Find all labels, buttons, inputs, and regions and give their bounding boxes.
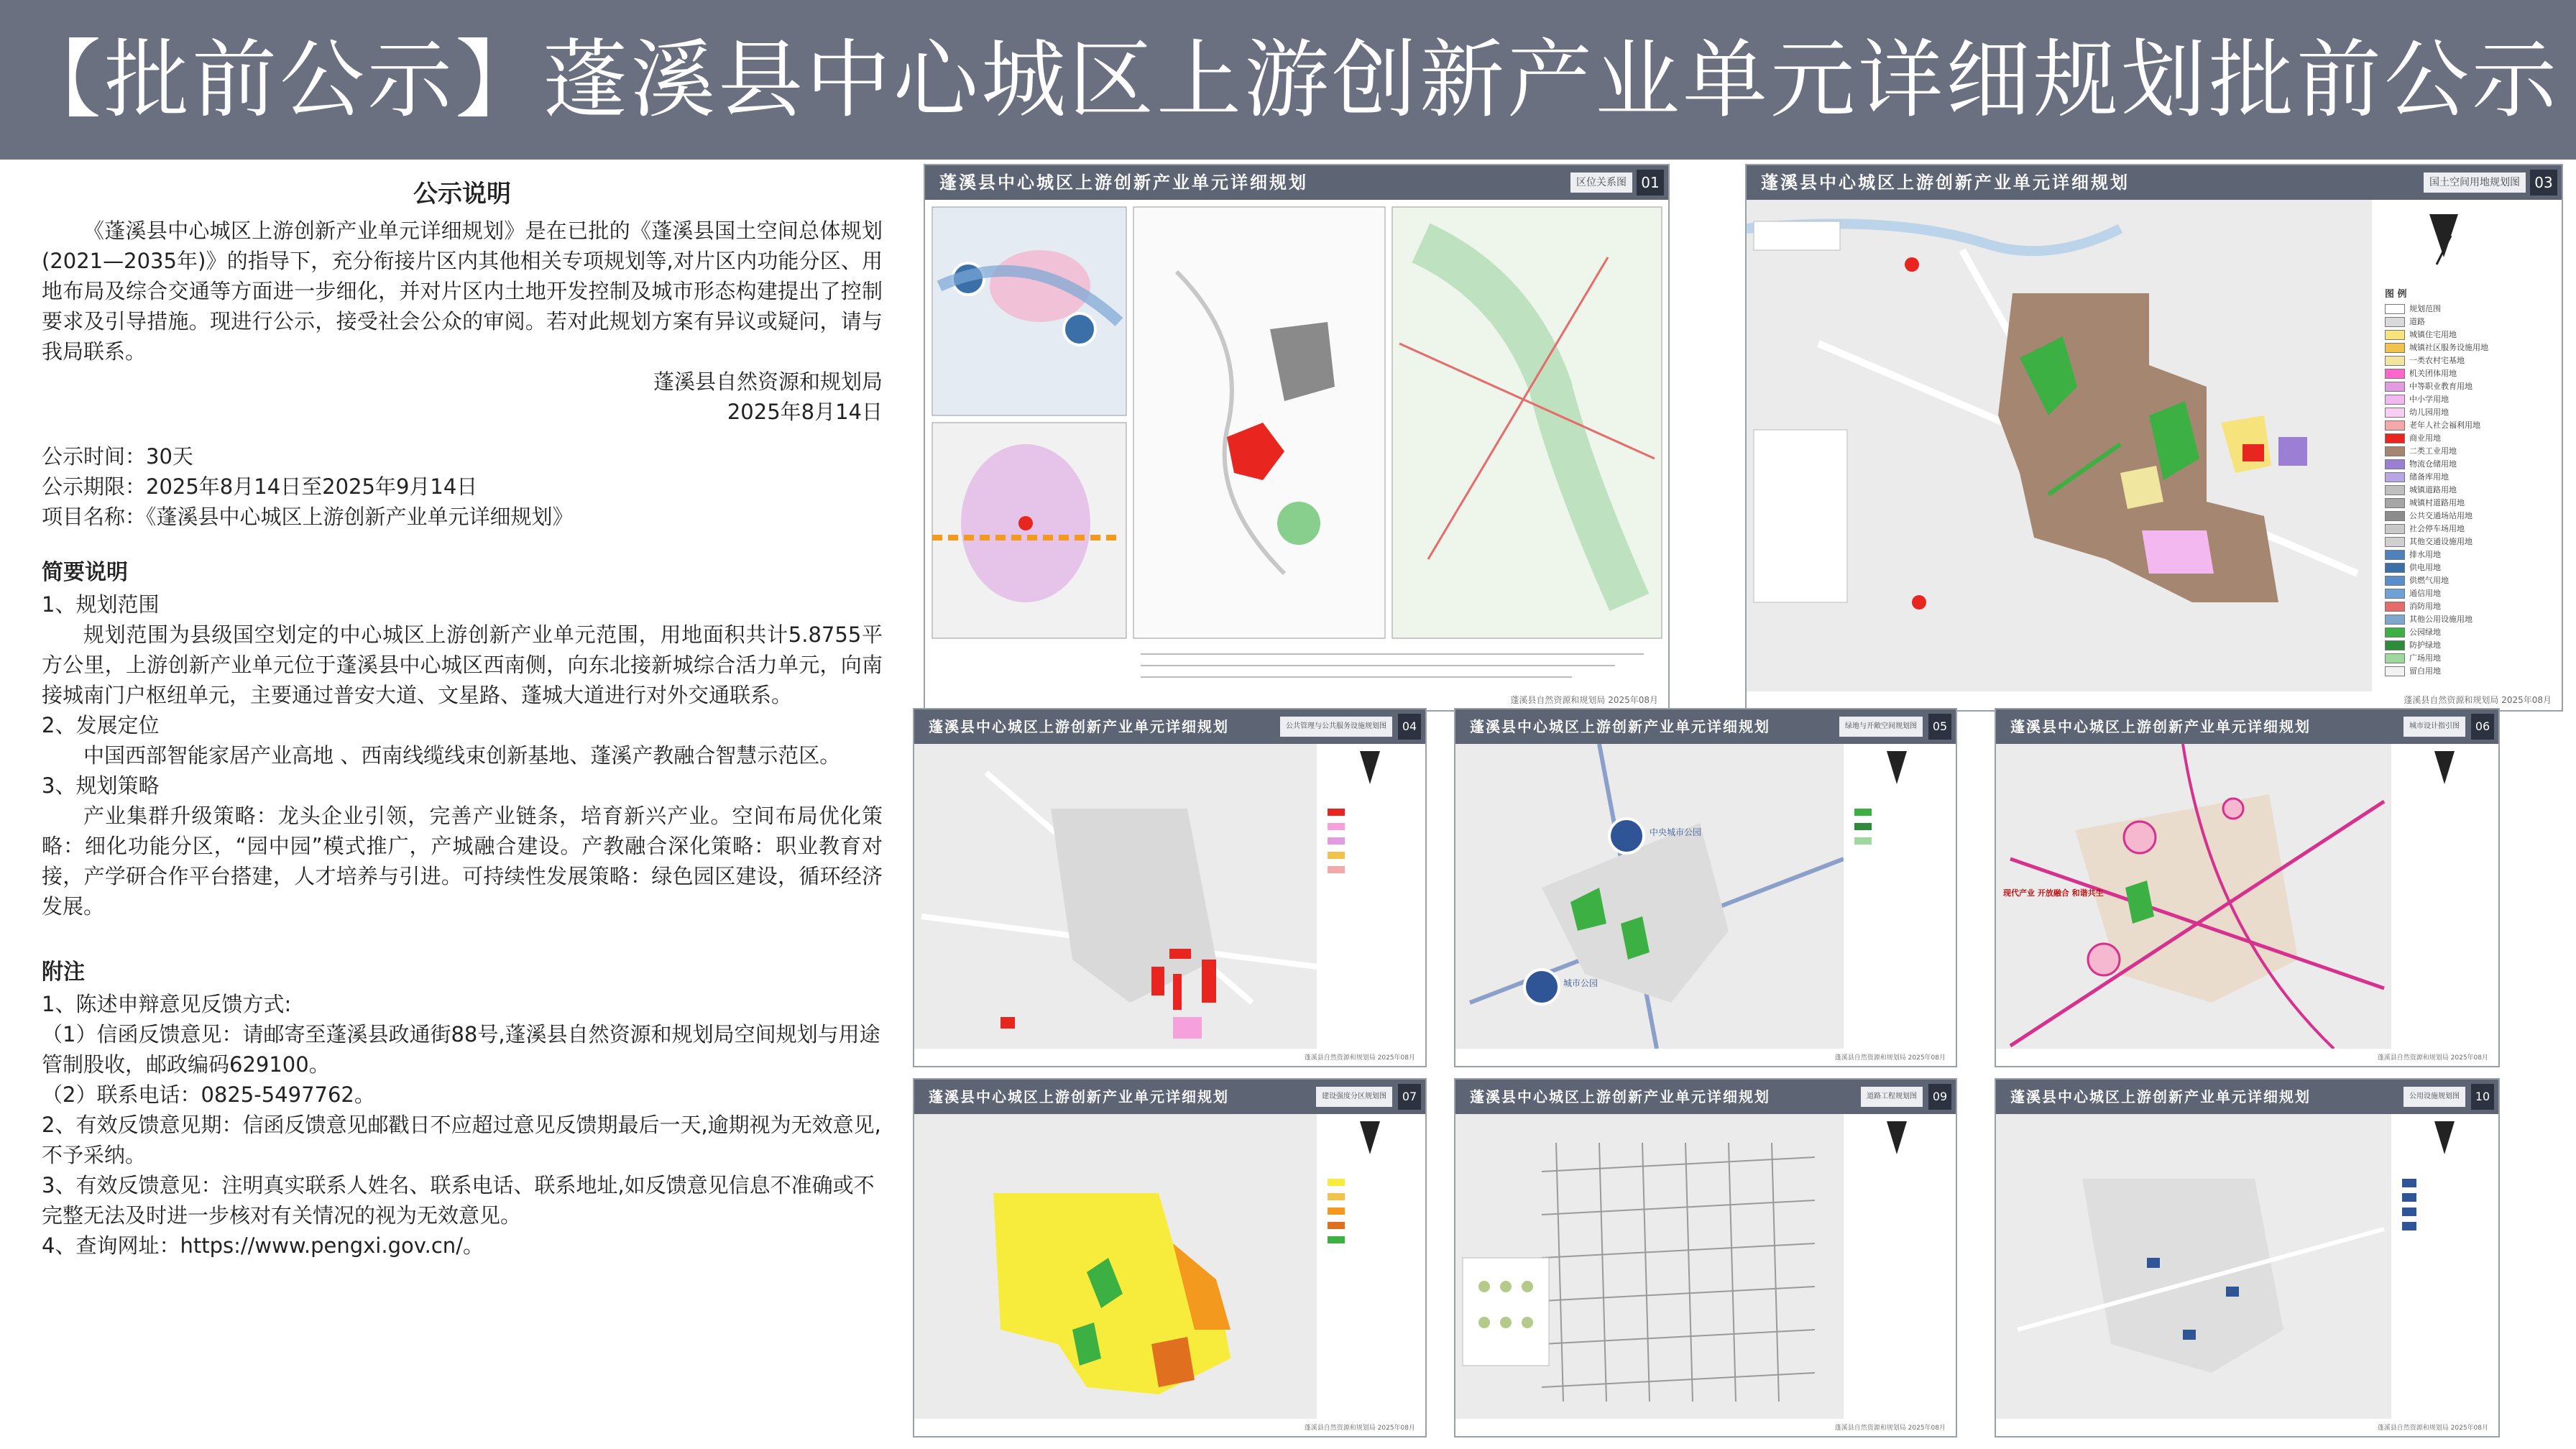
legend-label: 规划范围 — [2409, 304, 2441, 313]
panel-subtitle: 建设强度分区规划图 — [1316, 1087, 1392, 1107]
notice-time: 公示时间：30天 — [42, 444, 193, 469]
panel-footer: 蓬溪县自然资源和规划局 2025年08月 — [2377, 1425, 2488, 1432]
appendix-a4[interactable]: 4、查询网址：https://www.pengxi.gov.cn/。 — [42, 1233, 484, 1258]
panel-map-body — [1996, 1114, 2498, 1417]
legend-swatch — [2385, 369, 2405, 379]
legend-item — [2385, 432, 2556, 445]
legend-item — [2385, 354, 2556, 367]
legend-swatch — [2385, 433, 2405, 443]
panel-subtitle: 公共管理与公共服务设施规划图 — [1280, 717, 1392, 737]
map-panel-09[interactable] — [1454, 1078, 1957, 1438]
legend-rows — [2385, 303, 2556, 678]
panel-map-body — [1455, 744, 1956, 1047]
panel-number: 07 — [1398, 1084, 1421, 1110]
legend-label: 老年人社会福利用地 — [2409, 420, 2480, 430]
panel-number: 05 — [1928, 714, 1951, 740]
legend-item — [2385, 393, 2556, 406]
panel-number: 04 — [1398, 714, 1421, 740]
panel-title: 蓬溪县中心城区上游创新产业单元详细规划 — [1470, 718, 1770, 735]
legend-label: 城镇住宅用地 — [2409, 330, 2457, 339]
panel-header — [1455, 709, 1956, 744]
panel-number: 03 — [2530, 170, 2557, 196]
legend-label: 商业用地 — [2409, 433, 2441, 443]
summary-s2-text: 中国西部智能家居产业高地 、西南线缆线束创新基地、蓬溪产教融合智慧示范区。 — [83, 743, 841, 768]
appendix-title: 附注 — [42, 960, 85, 985]
legend-label: 排水用地 — [2409, 550, 2441, 559]
legend-swatch — [2385, 459, 2405, 469]
legend-swatch — [2385, 524, 2405, 534]
panel-footer: 蓬溪县自然资源和规划局 2025年08月 — [1834, 1425, 1946, 1432]
legend-label: 中等职业教育用地 — [2409, 382, 2472, 391]
legend-item — [2385, 665, 2556, 678]
legend-label: 防护绿地 — [2409, 640, 2441, 650]
legend-item — [2385, 471, 2556, 484]
legend-swatch — [2385, 395, 2405, 405]
panel-number: 06 — [2471, 714, 2494, 740]
legend-label: 幼儿园用地 — [2409, 408, 2449, 417]
legend-label: 储备库用地 — [2409, 472, 2449, 482]
legend-swatch — [2385, 472, 2405, 482]
panel-footer: 蓬溪县自然资源和规划局 2025年08月 — [1834, 1054, 1946, 1062]
legend-swatch — [2385, 563, 2405, 573]
summary-s3-text: 产业集群升级策略：龙头企业引领，完善产业链条，培育新兴产业。空间布局优化策略：细化功能分区，“园中园”模式推广，产城融合建设。产教融合深化策略：职业教育对接，产学研合作平台搭建，人才培养与引进。可持续性发展策略：绿色园区建设，循环经济发展。 — [42, 804, 883, 919]
legend-item — [2385, 626, 2556, 639]
map-panel-03[interactable] — [1745, 164, 2563, 712]
panel-number: 09 — [1928, 1084, 1951, 1110]
panel-title: 蓬溪县中心城区上游创新产业单元详细规划 — [929, 718, 1229, 735]
utility-map-graphic — [1996, 1114, 2498, 1419]
map-panel-05[interactable] — [1454, 708, 1957, 1067]
legend-swatch — [2385, 537, 2405, 547]
legend-label: 社会停车场用地 — [2409, 524, 2465, 533]
legend-label: 城镇村道路用地 — [2409, 498, 2465, 507]
legend-swatch — [2385, 446, 2405, 456]
legend-label: 一类农村宅基地 — [2409, 356, 2465, 365]
legend-label: 消防用地 — [2409, 602, 2441, 611]
legend-swatch — [2385, 653, 2405, 663]
legend-swatch — [2385, 511, 2405, 521]
appendix-a1: 1、陈述申辩意见反馈方式: — [42, 992, 292, 1016]
legend-swatch — [2385, 420, 2405, 431]
panel-title: 蓬溪县中心城区上游创新产业单元详细规划 — [929, 1088, 1229, 1105]
panel-title: 蓬溪县中心城区上游创新产业单元详细规划 — [1470, 1088, 1770, 1105]
public-facility-map-graphic — [914, 744, 1425, 1049]
legend-label: 机关团体用地 — [2409, 369, 2457, 378]
panel-header — [925, 165, 1668, 200]
panel-header — [1747, 165, 2562, 200]
panel-map-body — [1455, 1114, 1956, 1417]
panel-map-body — [1996, 744, 2498, 1047]
legend-label: 公园绿地 — [2409, 627, 2441, 637]
legend-label: 物流仓储用地 — [2409, 459, 2457, 469]
legend-label: 供电用地 — [2409, 563, 2441, 572]
density-map-graphic — [914, 1114, 1425, 1419]
legend-item — [2385, 523, 2556, 535]
legend-item — [2385, 510, 2556, 523]
legend-item — [2385, 419, 2556, 432]
legend-label: 城镇道路用地 — [2409, 485, 2457, 494]
design-slogan: 现代产业 开放融合 和谐共生 — [2003, 888, 2104, 898]
legend-swatch — [2385, 408, 2405, 418]
panel-number: 01 — [1637, 170, 1664, 196]
panel-footer: 蓬溪县自然资源和规划局 2025年08月 — [2404, 695, 2552, 705]
legend-label: 通信用地 — [2409, 589, 2441, 598]
panel-subtitle: 公用设施规划图 — [2404, 1087, 2465, 1107]
legend-swatch — [2385, 602, 2405, 612]
legend-swatch — [2385, 317, 2405, 327]
legend-swatch — [2385, 666, 2405, 676]
legend-item — [2385, 652, 2556, 665]
legend-label: 道路 — [2409, 317, 2425, 326]
green-label-b: 城市公园 — [1563, 978, 1598, 988]
panel-footer: 蓬溪县自然资源和规划局 2025年08月 — [2377, 1054, 2488, 1062]
location-map-graphic — [925, 200, 1668, 691]
notice-title: 公示说明 — [413, 180, 511, 208]
legend-label: 公共交通场站用地 — [2409, 511, 2472, 520]
legend-swatch — [2385, 498, 2405, 508]
legend-item — [2385, 458, 2556, 471]
summary-s1-text: 规划范围为县级国空划定的中心城区上游创新产业单元范围，用地面积共计5.8755平方公里，上游创新产业单元位于蓬溪县中心城区西南侧，向东北接新城综合活力单元，向南接城南门户枢纽单元，主要通过普安大道、文星路、蓬城大道进行对外交通联系。 — [42, 622, 883, 707]
legend-swatch — [2385, 382, 2405, 392]
panel-footer: 蓬溪县自然资源和规划局 2025年08月 — [1304, 1425, 1415, 1432]
legend-item — [2385, 535, 2556, 548]
summary-s3-title: 3、规划策略 — [42, 773, 160, 798]
appendix-a2: 2、有效反馈意见期：信函反馈意见邮戳日不应超过意见反馈期最后一天,逾期视为无效意见,不予采纳。 — [42, 1113, 881, 1167]
panel-title: 蓬溪县中心城区上游创新产业单元详细规划 — [2010, 1088, 2311, 1105]
summary-s2-title: 2、发展定位 — [42, 713, 160, 737]
panel-subtitle: 国土空间用地规划图 — [2424, 172, 2526, 193]
legend-item — [2385, 587, 2556, 600]
legend-item — [2385, 406, 2556, 419]
summary-s1-title: 1、规划范围 — [42, 592, 160, 617]
legend-item — [2385, 303, 2556, 316]
legend-item — [2385, 484, 2556, 497]
legend-swatch — [2385, 343, 2405, 353]
legend-label: 留白用地 — [2409, 666, 2441, 676]
map-panel-07[interactable] — [913, 1078, 1427, 1438]
legend-swatch — [2385, 627, 2405, 638]
legend-item — [2385, 574, 2556, 587]
notice-intro: 《蓬溪县中心城区上游创新产业单元详细规划》是在已批的《蓬溪县国土空间总体规划(2021—2035年)》的指导下，充分衔接片区内其他相关专项规划等,对片区内功能分区、用地布局及综合交通等方面进一步细化，并对片区内土地开发控制及城市形态构建提出了控制要求及引导措施。现进行公示，接受社会公众的审阅。若对此规划方案有异议或疑问，请与我局联系。 — [42, 218, 883, 364]
panel-subtitle: 绿地与开敞空间规划图 — [1839, 717, 1923, 737]
legend-item — [2385, 367, 2556, 380]
panel-title: 蓬溪县中心城区上游创新产业单元详细规划 — [2010, 718, 2311, 735]
panel-title: 蓬溪县中心城区上游创新产业单元详细规划 — [939, 172, 1308, 193]
notice-org: 蓬溪县自然资源和规划局 — [653, 369, 883, 394]
panel-header — [1996, 1080, 2498, 1114]
legend-swatch — [2385, 589, 2405, 599]
legend-item — [2385, 639, 2556, 652]
notice-project: 项目名称：《蓬溪县中心城区上游创新产业单元详细规划》 — [42, 505, 574, 529]
legend-item — [2385, 561, 2556, 574]
green-space-map-graphic — [1455, 744, 1956, 1049]
legend-item — [2385, 328, 2556, 341]
legend-item — [2385, 445, 2556, 458]
map-panel-01[interactable] — [924, 164, 1670, 712]
legend-item — [2385, 341, 2556, 354]
legend-item — [2385, 600, 2556, 613]
legend-label: 城镇社区服务设施用地 — [2409, 343, 2488, 352]
panel-map-body — [925, 200, 1668, 691]
green-label-a: 中央城市公园 — [1650, 827, 1702, 837]
legend-item — [2385, 548, 2556, 561]
appendix-a1-1: （1）信函反馈意见：请邮寄至蓬溪县政通街88号,蓬溪县自然资源和规划局空间规划与用途管制股收，邮政编码629100。 — [42, 1022, 880, 1077]
panel-title: 蓬溪县中心城区上游创新产业单元详细规划 — [1761, 172, 2130, 193]
legend-item — [2385, 613, 2556, 626]
panel-header — [1455, 1080, 1956, 1114]
legend-swatch — [2385, 356, 2405, 366]
legend-swatch — [2385, 304, 2405, 314]
panel-header — [914, 709, 1425, 744]
legend-label: 二类工业用地 — [2409, 446, 2457, 456]
legend-label: 供燃气用地 — [2409, 576, 2449, 585]
panel-map-body — [914, 744, 1425, 1047]
notice-period: 公示期限：2025年8月14日至2025年9月14日 — [42, 474, 478, 499]
legend-swatch — [2385, 330, 2405, 340]
legend-label: 其他公用设施用地 — [2409, 615, 2472, 624]
legend-swatch — [2385, 615, 2405, 625]
panel-header — [1996, 709, 2498, 744]
legend-label: 广场用地 — [2409, 653, 2441, 663]
appendix-a1-2: （2）联系电话：0825-5497762。 — [42, 1082, 375, 1107]
legend-item — [2385, 380, 2556, 393]
panel-number: 10 — [2471, 1084, 2494, 1110]
map-panel-10[interactable] — [1995, 1078, 2500, 1438]
page-title: 【批前公示】蓬溪县中心城区上游创新产业单元详细规划批前公示 — [16, 30, 2559, 129]
map-panel-04[interactable] — [913, 708, 1427, 1067]
legend-label: 其他交通设施用地 — [2409, 537, 2472, 546]
legend-title: 图 例 — [2385, 289, 2407, 300]
panel-map-body — [1747, 200, 2562, 691]
panel-subtitle: 区位关系图 — [1570, 172, 1632, 193]
land-use-legend — [2385, 286, 2556, 678]
panel-footer: 蓬溪县自然资源和规划局 2025年08月 — [1304, 1054, 1415, 1062]
road-map-graphic — [1455, 1114, 1956, 1419]
legend-item — [2385, 497, 2556, 510]
legend-swatch — [2385, 640, 2405, 650]
notice-date: 2025年8月14日 — [727, 400, 883, 424]
legend-label: 中小学用地 — [2409, 395, 2449, 404]
legend-swatch — [2385, 576, 2405, 586]
panel-header — [914, 1080, 1425, 1114]
legend-swatch — [2385, 550, 2405, 560]
appendix-a3: 3、有效反馈意见：注明真实联系人姓名、联系电话、联系地址,如反馈意见信息不准确或不完整无法及时进一步核对有关情况的视为无效意见。 — [42, 1173, 875, 1228]
panel-footer: 蓬溪县自然资源和规划局 2025年08月 — [1510, 695, 1658, 705]
panel-subtitle: 城市设计指引图 — [2404, 717, 2465, 737]
legend-item — [2385, 316, 2556, 328]
summary-title: 简要说明 — [42, 560, 128, 585]
map-panel-06[interactable] — [1995, 708, 2500, 1067]
panel-subtitle: 道路工程规划图 — [1861, 1087, 1923, 1107]
legend-swatch — [2385, 485, 2405, 495]
panel-map-body — [914, 1114, 1425, 1417]
